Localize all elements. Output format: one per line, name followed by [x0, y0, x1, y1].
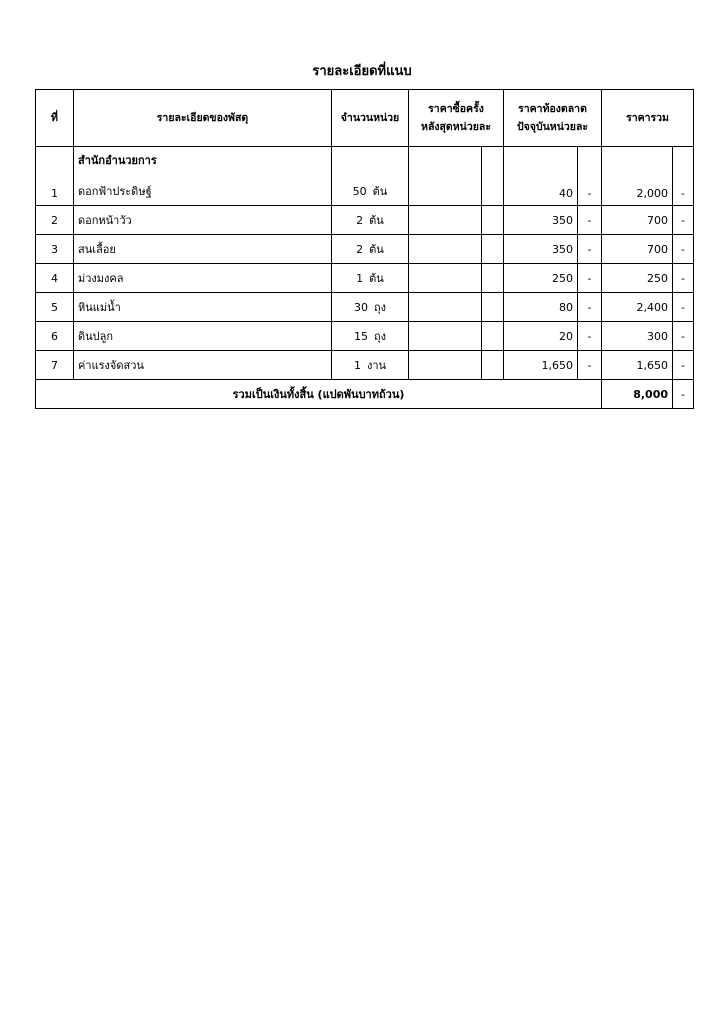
quantity-value: 1: [353, 359, 361, 372]
header-last-price-line1: ราคาซื้อครั้ง: [428, 103, 484, 115]
quantity-unit: ต้น: [369, 243, 384, 256]
row-last-price-sub: [482, 293, 504, 322]
row-market-price: 80: [504, 293, 578, 322]
quantity-unit: งาน: [366, 359, 387, 372]
row-total: 300: [602, 322, 673, 351]
row-market-price: 1,650: [504, 351, 578, 380]
row-description: ม่วงมงคล: [74, 264, 332, 293]
grand-total-label: รวมเป็นเงินทั้งสิ้น (แปดพันบาทถ้วน): [36, 380, 602, 409]
row-last-price-sub: [482, 264, 504, 293]
row-description-cell: [74, 147, 332, 206]
row-market-price-sub: -: [578, 206, 602, 235]
row-no: 1: [36, 147, 74, 206]
header-market-price-line2: ปัจจุบันหน่วยละ: [516, 121, 589, 133]
row-total: 700: [602, 206, 673, 235]
grand-total-sub: -: [673, 380, 694, 409]
row-last-price-sub: [482, 206, 504, 235]
row-quantity: [332, 293, 409, 322]
row-no: 4: [36, 264, 74, 293]
row-total: 2,400: [602, 293, 673, 322]
row-last-price-sub: [482, 351, 504, 380]
row-total-sub: -: [673, 235, 694, 264]
table-row: [36, 206, 694, 235]
quantity-value: 2: [356, 214, 364, 227]
table-row: [36, 293, 694, 322]
row-total-sub: -: [673, 293, 694, 322]
row-market-price-sub: -: [578, 264, 602, 293]
quantity-value: 1: [356, 272, 364, 285]
quantity-unit: ถุง: [373, 301, 387, 314]
header-last-price: [409, 90, 504, 147]
row-description: ดอกฟ้าประดิษฐ์: [78, 185, 152, 198]
table-row: [36, 264, 694, 293]
row-description: หินแม่น้ำ: [74, 293, 332, 322]
header-row: [36, 90, 694, 147]
quantity-unit: ต้น: [369, 214, 384, 227]
row-total-sub: -: [673, 206, 694, 235]
row-market-price: 350: [504, 206, 578, 235]
table-row: [36, 235, 694, 264]
row-last-price: [409, 235, 482, 264]
row-quantity: [332, 235, 409, 264]
grand-total-value: 8,000: [602, 380, 673, 409]
row-market-price-sub: -: [578, 235, 602, 264]
header-market-price: [504, 90, 602, 147]
row-description: ดินปลูก: [74, 322, 332, 351]
items-table: [35, 89, 694, 409]
row-total-sub: -: [673, 351, 694, 380]
quantity-value: 2: [356, 243, 364, 256]
table-row: [36, 351, 694, 380]
row-last-price: [409, 293, 482, 322]
quantity-unit: ถุง: [373, 330, 387, 343]
quantity-value: 30: [353, 301, 368, 314]
row-description: ดอกหน้าวัว: [74, 206, 332, 235]
row-last-price-sub: [482, 235, 504, 264]
row-market-price: 250: [504, 264, 578, 293]
quantity-value: 15: [353, 330, 368, 343]
row-description: ค่าแรงจัดสวน: [74, 351, 332, 380]
row-total: 700: [602, 235, 673, 264]
row-quantity: [332, 206, 409, 235]
row-market-price-sub: -: [578, 147, 602, 206]
header-no: ที่: [36, 90, 74, 147]
header-last-price-line2: หลังสุดหน่วยละ: [421, 121, 491, 133]
document-title: รายละเอียดที่แนบ: [312, 64, 412, 79]
row-total: 250: [602, 264, 673, 293]
quantity-unit: ต้น: [372, 185, 388, 198]
row-no: 7: [36, 351, 74, 380]
row-total-sub: -: [673, 322, 694, 351]
table-row: [36, 147, 694, 206]
row-total-sub: -: [673, 147, 694, 206]
header-total: ราคารวม: [602, 90, 694, 147]
row-no: 2: [36, 206, 74, 235]
row-total-sub: -: [673, 264, 694, 293]
total-row: [36, 380, 694, 409]
row-no: 5: [36, 293, 74, 322]
header-quantity: จำนวนหน่วย: [332, 90, 409, 147]
row-total: 1,650: [602, 351, 673, 380]
row-last-price: [409, 206, 482, 235]
row-market-price-sub: -: [578, 351, 602, 380]
row-quantity: [332, 351, 409, 380]
row-total: 2,000: [602, 147, 673, 206]
row-last-price: [409, 147, 482, 206]
quantity-value: 50: [352, 185, 367, 198]
row-quantity: [332, 264, 409, 293]
row-last-price-sub: [482, 322, 504, 351]
row-market-price: 40: [504, 147, 578, 206]
row-last-price: [409, 351, 482, 380]
row-market-price: 350: [504, 235, 578, 264]
row-no: 6: [36, 322, 74, 351]
row-last-price: [409, 322, 482, 351]
row-market-price: 20: [504, 322, 578, 351]
table-row: [36, 322, 694, 351]
row-market-price-sub: -: [578, 322, 602, 351]
row-last-price-sub: [482, 147, 504, 206]
header-market-price-line1: ราคาท้องตลาด: [518, 103, 587, 115]
row-last-price: [409, 264, 482, 293]
row-quantity: [332, 147, 409, 206]
quantity-unit: ต้น: [369, 272, 384, 285]
row-description: สนเลื้อย: [74, 235, 332, 264]
row-market-price-sub: -: [578, 293, 602, 322]
section-label: สำนักอำนวยการ: [78, 154, 157, 167]
row-quantity: [332, 322, 409, 351]
header-description: รายละเอียดของพัสดุ: [74, 90, 332, 147]
row-no: 3: [36, 235, 74, 264]
